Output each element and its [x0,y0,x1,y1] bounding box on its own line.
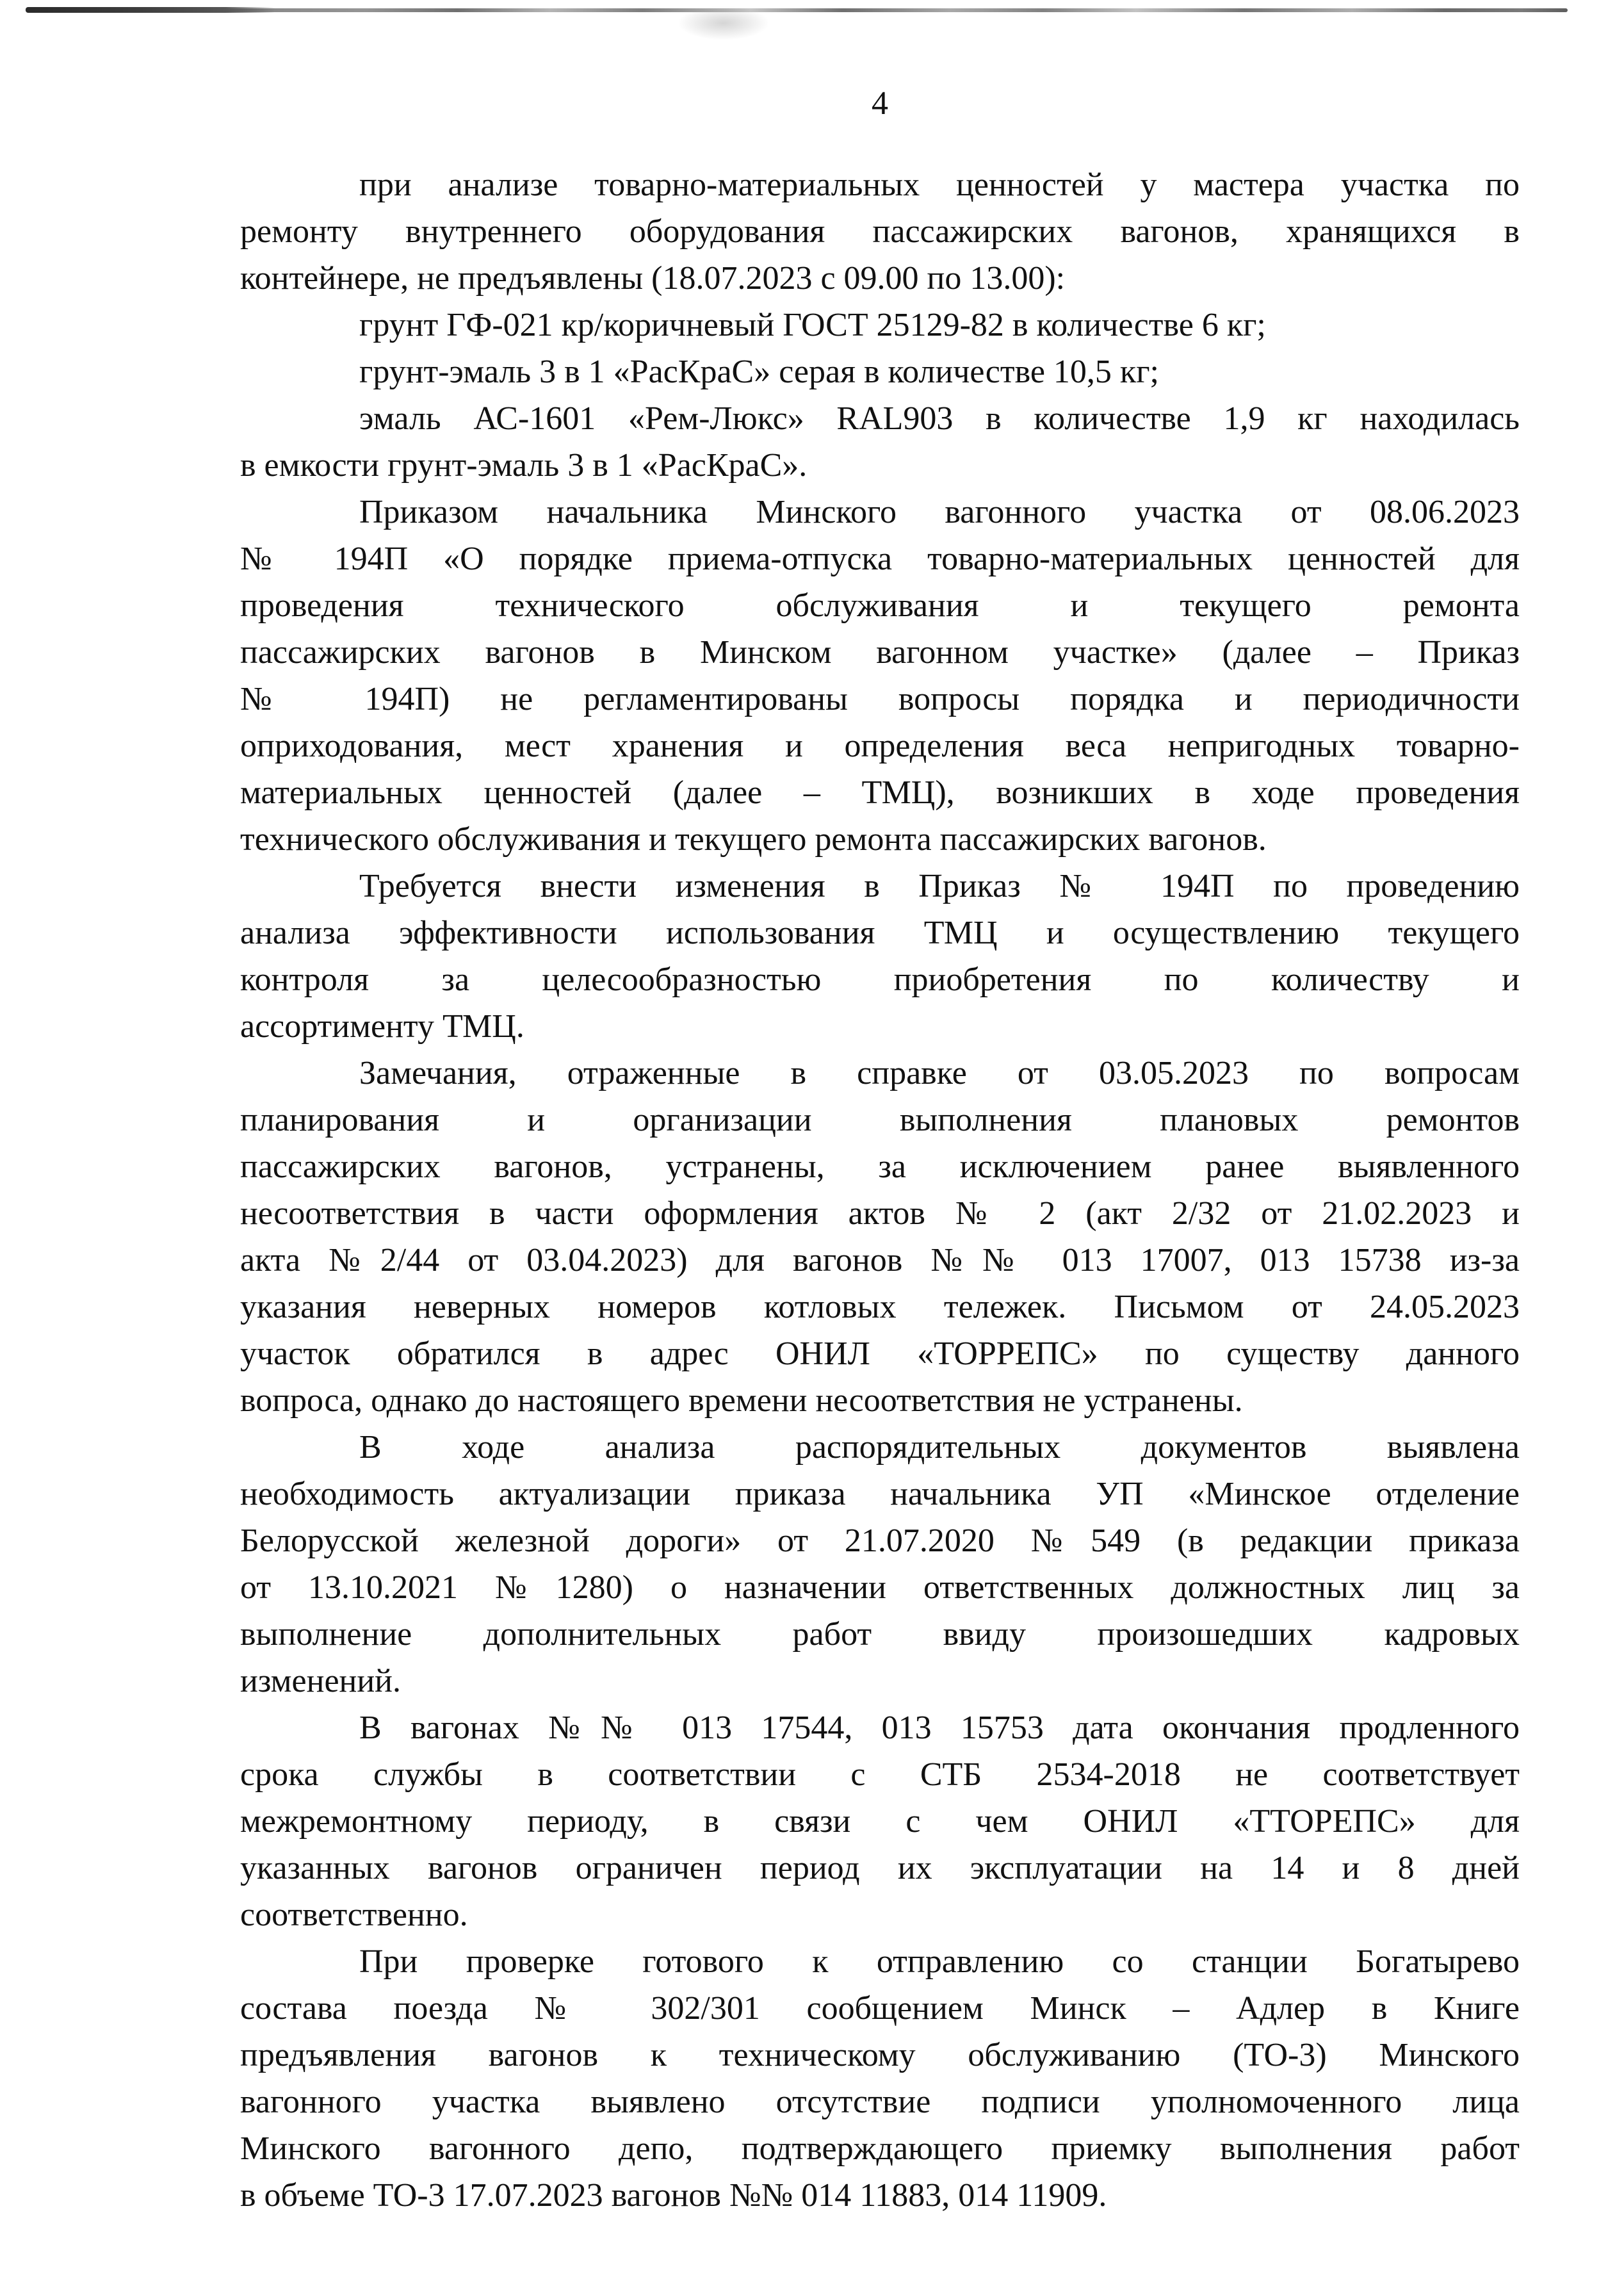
text-line: указания неверных номеров котловых тележек. Письмом от 24.05.2023 [240,1289,1520,1325]
text-line: анализа эффективности использования ТМЦ и осуществлению текущего [240,915,1520,951]
text-line: пассажирских вагонов, устранены, за исключением ранее выявленного [240,1148,1520,1185]
text-line: № 194П) не регламентированы вопросы порядка и периодичности [240,681,1520,717]
text-line: эмаль АС-1601 «Рем-Люкс» RAL903 в количестве 1,9 кг находилась [359,400,1520,437]
page-number: 4 [872,85,888,122]
text-line: пассажирских вагонов в Минском вагонном участке» (далее – Приказ [240,634,1520,671]
text-line: участок обратился в адрес ОНИЛ «ТОРРЕПС» по существу данного [240,1335,1520,1372]
text-line: Белорусской железной дороги» от 21.07.2020 №549 (в редакции приказа [240,1523,1520,1559]
text-line: грунт ГФ-021 кр/коричневый ГОСТ 25129-82 в количестве 6 кг; [359,307,1266,343]
text-line: ассортименту ТМЦ. [240,1008,524,1045]
text-line: В ходе анализа распорядительных документов выявлена [359,1429,1520,1466]
scanner-artifact-line-dark-segment [26,7,275,13]
text-line: Требуется внести изменения в Приказ № 194П по проведению [359,868,1520,904]
text-line: необходимость актуализации приказа начальника УП «Минское отделение [240,1476,1520,1512]
text-line: оприходования, мест хранения и определения веса непригодных товарно- [240,728,1520,764]
text-line: от 13.10.2021 №1280) о назначении ответственных должностных лиц за [240,1569,1520,1606]
text-line: в емкости грунт-эмаль 3 в 1 «РасКраС». [240,447,808,484]
text-line: планирования и организации выполнения плановых ремонтов [240,1102,1520,1138]
text-line: изменений. [240,1663,402,1699]
text-line: предъявления вагонов к техническому обслуживанию (ТО-3) Минского [240,2037,1520,2073]
text-line: Минского вагонного депо, подтверждающего приемку выполнения работ [240,2130,1520,2167]
text-line: срока службы в соответствии с СТБ 2534-2018 не соответствует [240,1756,1520,1793]
text-line: В вагонах №№ 013 17544, 013 15753 дата окончания продленного [359,1710,1520,1746]
text-line: Замечания, отраженные в справке от 03.05.2023 по вопросам [359,1055,1520,1091]
text-line: № 194П «О порядке приема-отпуска товарно-материальных ценностей для [240,541,1520,577]
text-line: Приказом начальника Минского вагонного участка от 08.06.2023 [359,494,1520,530]
text-line: выполнение дополнительных работ ввиду произошедших кадровых [240,1616,1520,1653]
text-line: при анализе товарно-материальных ценностей у мастера участка по [359,167,1520,203]
text-line: несоответствия в части оформления актов № 2 (акт 2/32 от 21.02.2023 и [240,1195,1520,1232]
text-line: контроля за целесообразностью приобретения по количеству и [240,961,1520,998]
text-line: вопроса, однако до настоящего времени несоответствия не устранены. [240,1382,1243,1419]
text-line: проведения технического обслуживания и текущего ремонта [240,587,1520,624]
text-line: соответственно. [240,1897,468,1933]
text-line: вагонного участка выявлено отсутствие подписи уполномоченного лица [240,2084,1520,2120]
text-line: грунт-эмаль 3 в 1 «РасКраС» серая в количестве 10,5 кг; [359,354,1159,390]
text-line: состава поезда № 302/301 сообщением Минск – Адлер в Книге [240,1990,1520,2027]
text-line: технического обслуживания и текущего ремонта пассажирских вагонов. [240,821,1267,858]
text-line: При проверке готового к отправлению со станции Богатырево [359,1943,1520,1980]
text-line: контейнере, не предъявлены (18.07.2023 с 09.00 по 13.00): [240,260,1066,297]
text-line: в объеме ТО-3 17.07.2023 вагонов №№ 014 11883, 014 11909. [240,2177,1107,2214]
scanner-smudge [679,6,768,40]
text-line: материальных ценностей (далее – ТМЦ), возникших в ходе проведения [240,774,1520,811]
text-line: указанных вагонов ограничен период их эксплуатации на 14 и 8 дней [240,1850,1520,1886]
text-line: межремонтному периоду, в связи с чем ОНИЛ «ТТОРЕПС» для [240,1803,1520,1840]
text-line: акта №2/44 от 03.04.2023) для вагонов №№ 013 17007, 013 15738 из-за [240,1242,1520,1278]
text-line: ремонту внутреннего оборудования пассажирских вагонов, хранящихся в [240,213,1520,250]
document-text-block [240,161,1520,2219]
